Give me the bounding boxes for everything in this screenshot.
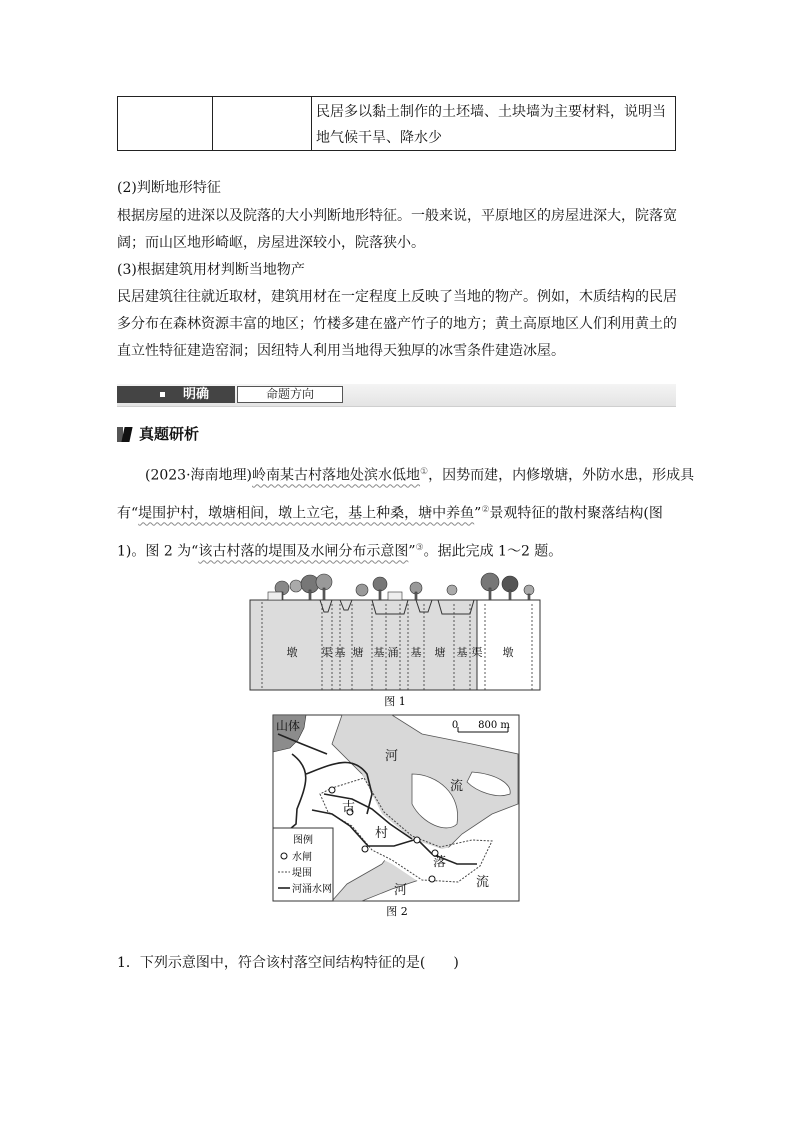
figure2-caption: 图 2 <box>386 905 408 918</box>
legend-network: 河涌水网 <box>292 884 332 895</box>
key-phrase: 该古村落的堤围及水闸分布示意图 <box>198 543 409 560</box>
map-label-river: 河 <box>394 883 408 898</box>
figure2-map <box>272 714 522 922</box>
fig1-label: 塘 <box>434 646 446 659</box>
fig1-label: 渠 <box>471 646 483 659</box>
question-text: ” <box>408 543 416 560</box>
table-divider <box>212 97 213 150</box>
annotation-mark: ② <box>481 505 490 515</box>
table-divider <box>311 97 312 150</box>
scale-zero: 0 <box>451 720 459 731</box>
section2-title: (2)判断地形特征 <box>117 180 221 196</box>
fig1-label: 涌 <box>387 646 399 659</box>
fig1-label: 塘 <box>352 646 364 659</box>
heading-title: 真题研析 <box>139 425 200 443</box>
section3-line: 直立性特征建造窑洞；因纽特人利用当地得天独厚的冰雪条件建造冰屋。 <box>117 343 565 359</box>
legend-dike: 堤围 <box>292 868 312 879</box>
question-intro-line <box>117 534 562 566</box>
question-intro-line <box>145 458 694 490</box>
fig1-label: 墩 <box>502 646 514 659</box>
section3-line: 多分布在森林资源丰富的地区；竹楼多建在盛产竹子的地方；黄土高原地区人们利用黄土的 <box>117 316 677 332</box>
fig1-label: 基 <box>373 646 385 659</box>
question-source: (2023·海南地理) <box>145 467 253 484</box>
fig1-label: 渠 <box>321 646 333 659</box>
legend-sluice: 水闸 <box>292 852 312 863</box>
question-text: 景观特征的散村聚落结构(图 <box>489 505 663 522</box>
question1-text: 1．下列示意图中，符合该村落空间结构特征的是( ) <box>117 955 459 971</box>
section3-title: (3)根据建筑用材判断当地物产 <box>117 262 305 278</box>
figure1-diagram <box>240 570 550 710</box>
sluice-icon <box>281 853 287 859</box>
figure1-caption: 图 1 <box>384 695 406 708</box>
map-label-river: 流 <box>450 779 464 794</box>
map-label-village: 落 <box>433 855 447 870</box>
section2-line: 根据房屋的进深以及院落的大小判断地形特征。一般来说，平原地区的房屋进深大，院落宽 <box>117 208 677 224</box>
fig1-label: 基 <box>410 646 422 659</box>
section-bar-dark-label: 明确 <box>183 387 210 402</box>
annotation-mark: ① <box>420 467 429 477</box>
section3-line: 民居建筑往往就近取材，建筑用材在一定程度上反映了当地的物产。例如，木质结构的民居 <box>117 289 677 305</box>
fig1-label: 基 <box>456 646 468 659</box>
fig1-label: 基 <box>334 646 346 659</box>
key-phrase: 岭南某古村落地处滨水低地 <box>252 467 421 484</box>
info-table <box>117 96 676 151</box>
square-icon <box>160 392 165 397</box>
map-label-village: 古 <box>342 800 356 815</box>
question-text: ” <box>474 505 482 522</box>
section2-line: 阔；而山区地形崎岖，房屋进深较小，院落狭小。 <box>117 235 425 251</box>
scale-label: 800 m <box>478 720 510 731</box>
map-label-river: 河 <box>385 749 399 764</box>
section-bar-light-label: 命题方向 <box>237 386 343 403</box>
section-bar-dark <box>117 386 235 403</box>
map-label-river: 流 <box>476 875 490 890</box>
question-text: 1)。图 2 为“ <box>117 543 199 560</box>
heading-bar-icon <box>121 427 132 442</box>
mountain-label: 山体 <box>276 719 301 733</box>
annotation-mark: ③ <box>415 543 424 553</box>
ground-block-right <box>477 600 540 690</box>
table-cell-explanation: 民居多以黏土制作的土坯墙、土块墙为主要材料，说明当地气候干旱、降水少 <box>316 104 666 146</box>
map-label-village: 村 <box>375 826 389 841</box>
key-phrase: 堤围护村，墩塘相间，墩上立宅，基上种桑，塘中养鱼 <box>138 505 475 522</box>
question-text: 有“ <box>117 505 139 522</box>
section-bar <box>117 384 676 407</box>
question-intro-line <box>117 496 663 528</box>
fig1-label: 墩 <box>286 646 298 659</box>
question-text: 。据此完成 1～2 题。 <box>423 543 563 560</box>
question-text: ，因势而建，内修墩塘，外防水患，形成具 <box>428 467 695 484</box>
legend-title: 图例 <box>293 835 313 846</box>
